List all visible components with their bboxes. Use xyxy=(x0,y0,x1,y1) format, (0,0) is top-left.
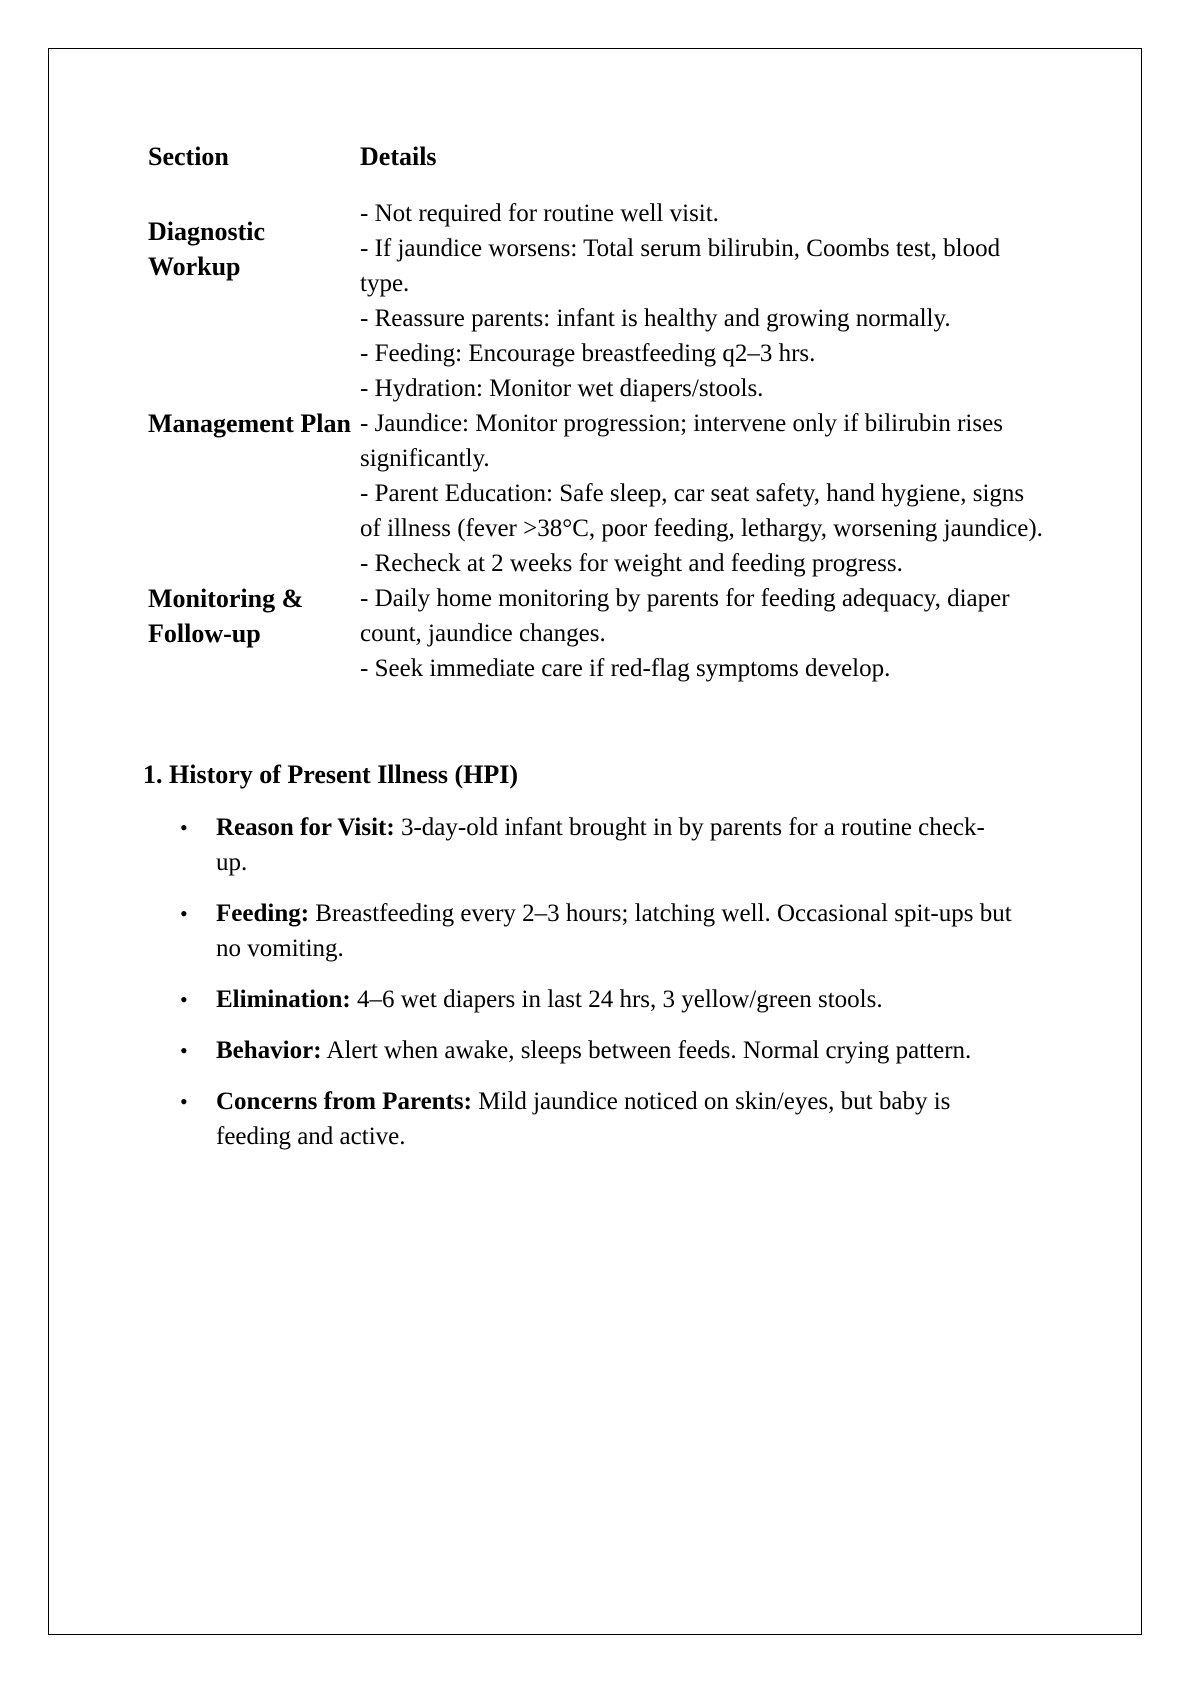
hpi-item-text: Alert when awake, sleeps between feeds. Normal crying pattern. xyxy=(321,1037,972,1064)
bullet-icon: • xyxy=(180,815,188,840)
detail-line: - Feeding: Encourage breastfeeding q2–3 hrs. xyxy=(360,340,816,367)
detail-line: - Daily home monitoring by parents for feeding adequacy, diaper count, jaundice changes. xyxy=(360,585,1010,647)
hpi-item-label: Concerns from Parents: xyxy=(216,1088,472,1115)
detail-line: - Jaundice: Monitor progression; intervene only if bilirubin rises significantly. xyxy=(360,410,1003,472)
bullet-icon: • xyxy=(180,1089,188,1114)
detail-line: - Reassure parents: infant is healthy and growing normally. xyxy=(360,305,951,332)
header-details: Details xyxy=(360,142,437,171)
hpi-item-label: Elimination: xyxy=(216,986,351,1013)
hpi-item-label: Behavior: xyxy=(216,1037,322,1064)
table-row-management-plan xyxy=(148,301,1048,546)
hpi-list xyxy=(148,810,1016,1154)
hpi-item-feeding xyxy=(180,896,1016,966)
row-details xyxy=(360,301,1048,546)
table-row-diagnostic-workup xyxy=(148,196,1048,301)
table-row-monitoring-follow-up xyxy=(148,546,1048,686)
document-content xyxy=(143,140,1048,1170)
detail-line: - Seek immediate care if red-flag symptoms develop. xyxy=(360,655,891,682)
detail-line: - If jaundice worsens: Total serum bilirubin, Coombs test, blood type. xyxy=(360,235,1001,297)
bullet-icon: • xyxy=(180,901,188,926)
hpi-item-label: Reason for Visit: xyxy=(216,814,395,841)
hpi-item-text: 3-day-old infant brought in by parents for a routine check-up. xyxy=(216,814,985,876)
hpi-item-text: Breastfeeding every 2–3 hours; latching well. Occasional spit-ups but no vomiting. xyxy=(216,900,1012,962)
hpi-item-behavior xyxy=(180,1033,1016,1068)
header-section: Section xyxy=(148,142,229,171)
hpi-item-elimination xyxy=(180,982,1016,1017)
hpi-heading: 1. History of Present Illness (HPI) xyxy=(143,760,519,789)
hpi-item-label: Feeding: xyxy=(216,900,310,927)
management-table xyxy=(148,140,1048,686)
table-header-row xyxy=(148,140,1048,196)
detail-line: - Hydration: Monitor wet diapers/stools. xyxy=(360,375,764,402)
bullet-icon: • xyxy=(180,1038,188,1063)
detail-line: - Parent Education: Safe sleep, car seat safety, hand hygiene, signs of illness (fever >38°C, poor feeding, lethargy, worsening jaundice). xyxy=(360,480,1043,542)
hpi-item-reason-for-visit xyxy=(180,810,1016,880)
row-details xyxy=(360,546,1048,686)
hpi-item-text: Mild jaundice noticed on skin/eyes, but baby is feeding and active. xyxy=(216,1088,951,1150)
bullet-icon: • xyxy=(180,987,188,1012)
row-label: Management Plan xyxy=(148,409,351,438)
hpi-item-concerns-from-parents xyxy=(180,1084,1016,1154)
detail-line: - Not required for routine well visit. xyxy=(360,200,719,227)
row-label: Diagnostic Workup xyxy=(148,216,265,281)
detail-line: - Recheck at 2 weeks for weight and feeding progress. xyxy=(360,550,903,577)
row-details xyxy=(360,196,1048,301)
hpi-item-text: 4–6 wet diapers in last 24 hrs, 3 yellow/green stools. xyxy=(350,986,883,1013)
row-label: Monitoring & Follow-up xyxy=(148,584,304,648)
